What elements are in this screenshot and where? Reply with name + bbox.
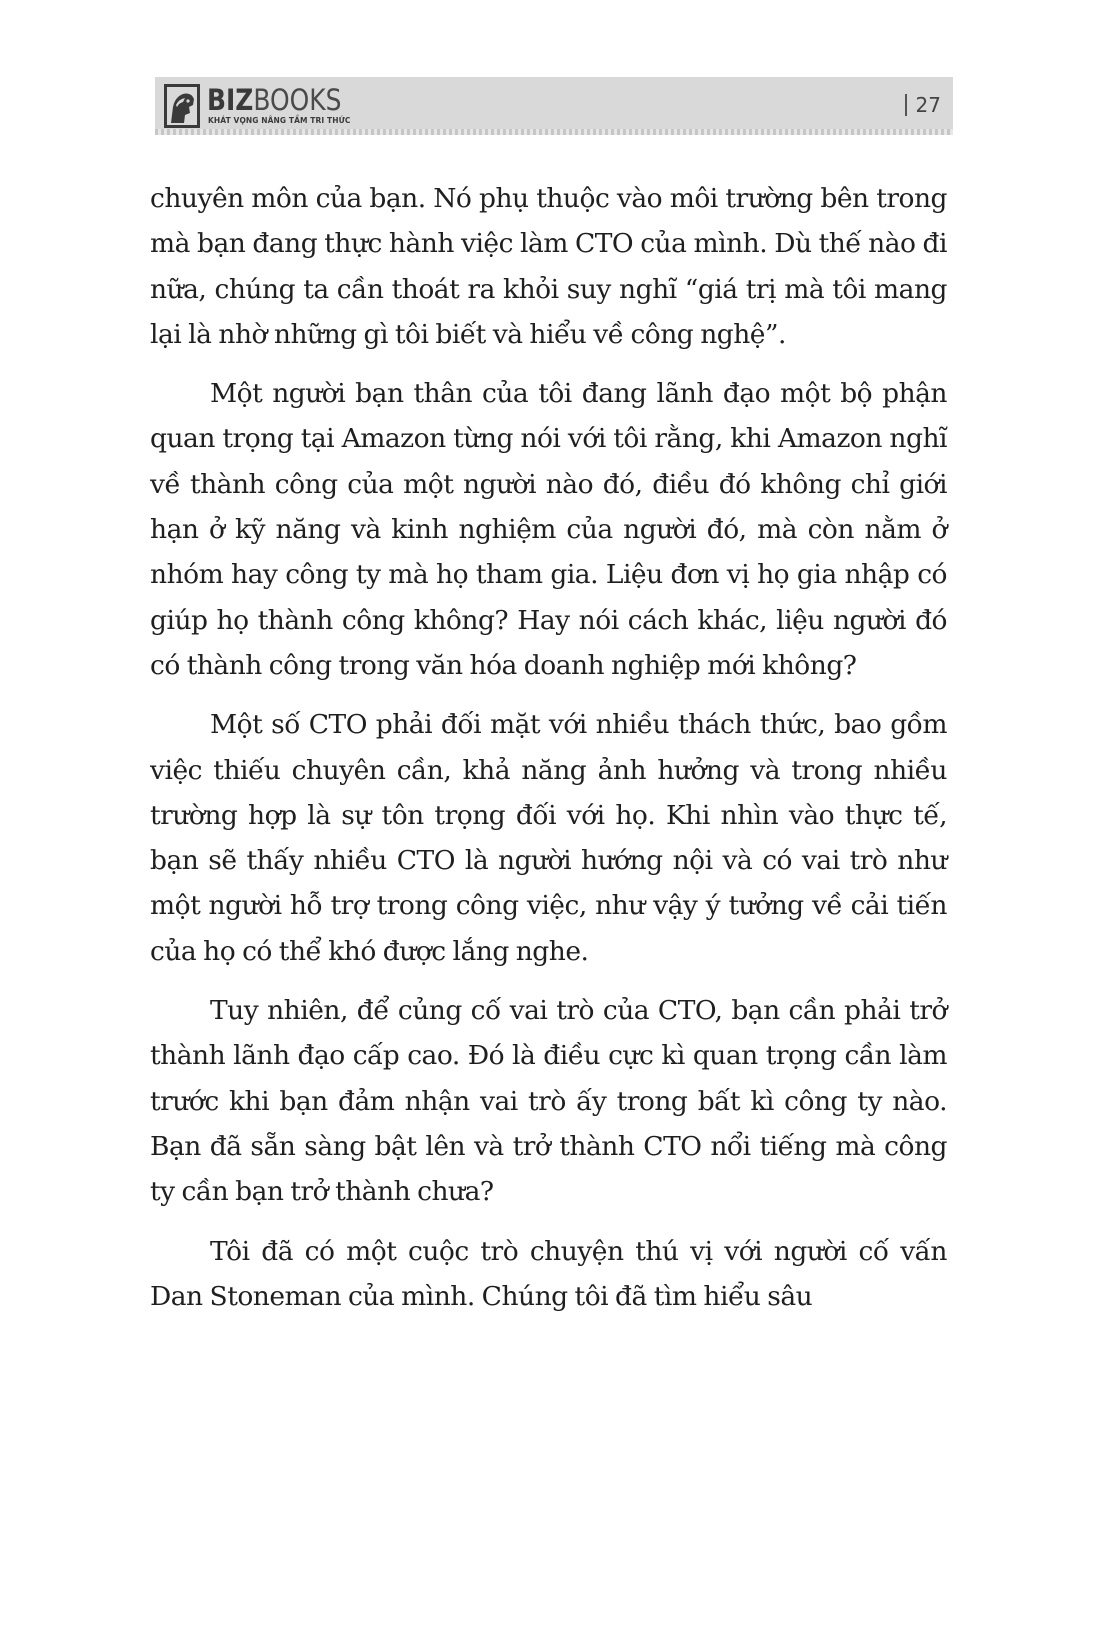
logo-wordmark: BIZBOOKS xyxy=(207,83,342,117)
paragraph: Một người bạn thân của tôi đang lãnh đạo một bộ phận quan trọng tại Amazon từng nói với tôi rằng, khi Amazon nghĩ về thành công của một người nào đó, điều đó không chỉ giới hạn ở kỹ năng và kinh nghiệm của người đó, mà còn nằm ở nhóm hay công ty mà họ tham gia. Liệu đơn vị họ gia nhập có giúp họ thành công không? Hay nói cách khác, liệu người đó có thành công trong văn hóa doanh nghiệp mới không? xyxy=(150,378,947,681)
page-number-divider xyxy=(905,94,907,116)
bizbooks-logo-icon xyxy=(163,83,201,129)
paragraph: Tôi đã có một cuộc trò chuyện thú vị với người cố vấn Dan Stoneman của mình. Chúng tôi đã tìm hiểu sâu xyxy=(150,1235,947,1312)
paragraph: chuyên môn của bạn. Nó phụ thuộc vào môi trường bên trong mà bạn đang thực hành việc làm CTO của mình. Dù thế nào đi nữa, chúng ta cần thoát ra khỏi suy nghĩ “giá trị mà tôi mang lại là nhờ những gì tôi biết và hiểu về công nghệ”. xyxy=(150,183,947,350)
paragraph: Một số CTO phải đối mặt với nhiều thách thức, bao gồm việc thiếu chuyên cần, khả năng ảnh hưởng và trong nhiều trường hợp là sự tôn trọng đối với họ. Khi nhìn vào thực tế, bạn sẽ thấy nhiều CTO là người hướng nội và có vai trò như một người hỗ trợ trong công việc, như vậy ý tưởng về cải tiến của họ có thể khó được lắng nghe. xyxy=(150,709,947,967)
body-text xyxy=(150,176,947,1333)
page-header xyxy=(155,77,953,135)
paragraph: Tuy nhiên, để củng cố vai trò của CTO, bạn cần phải trở thành lãnh đạo cấp cao. Đó là điều cực kì quan trọng cần làm trước khi bạn đảm nhận vai trò ấy trong bất kì công ty nào. Bạn đã sẵn sàng bật lên và trở thành CTO nổi tiếng mà công ty cần bạn trở thành chưa? xyxy=(150,995,947,1208)
page-number-value: 27 xyxy=(915,93,941,117)
page-number xyxy=(905,93,941,117)
publisher-logo xyxy=(163,83,353,129)
header-stripe-border xyxy=(155,129,953,135)
logo-tagline: KHÁT VỌNG NÂNG TẦM TRI THỨC xyxy=(208,116,351,125)
